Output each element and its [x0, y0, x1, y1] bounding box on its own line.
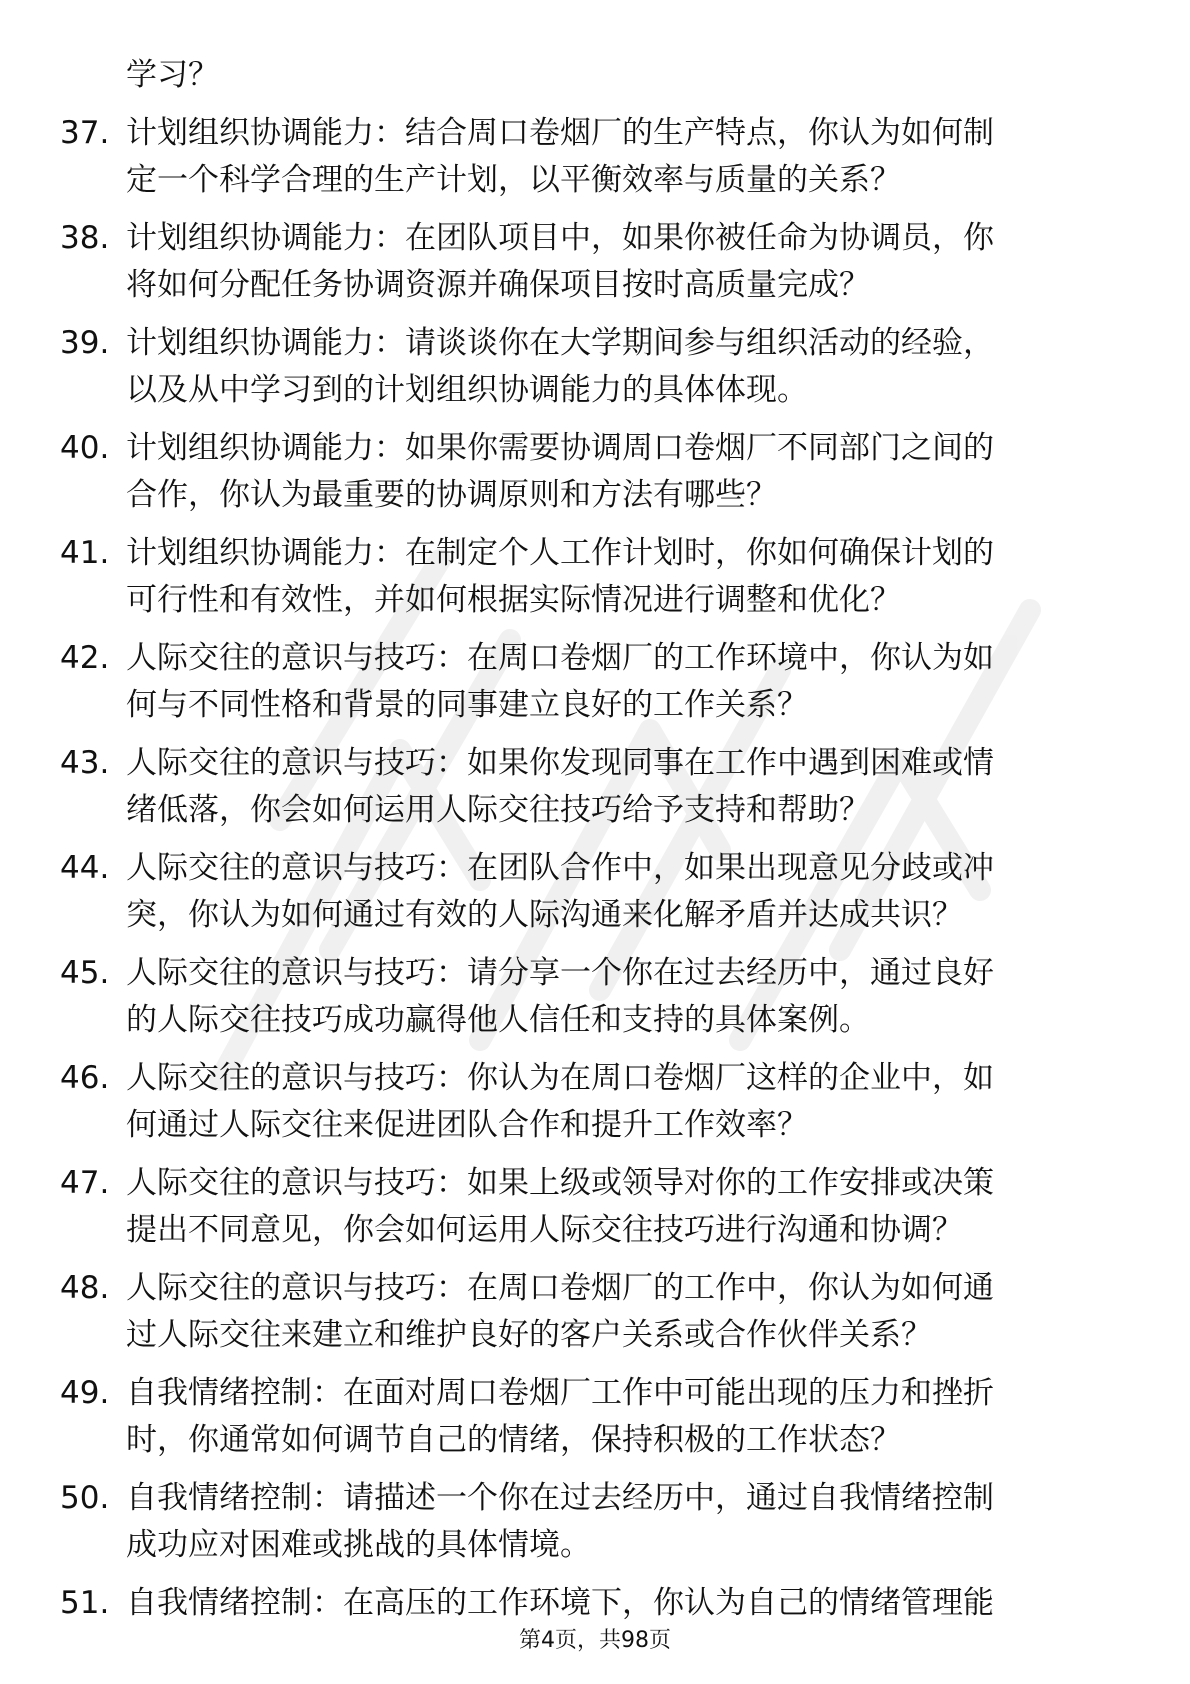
item-number: 44. — [60, 850, 110, 886]
item-text-line: 合作，你认为最重要的协调原则和方法有哪些？ — [126, 477, 777, 513]
item-text-line: 人际交往的意识与技巧：在团队合作中，如果出现意见分歧或冲 — [126, 850, 994, 886]
item-number: 49. — [60, 1375, 110, 1411]
item-number: 39. — [60, 325, 110, 361]
item-text — [126, 1580, 1120, 1627]
item-text-line: 可行性和有效性，并如何根据实际情况进行调整和优化？ — [126, 582, 901, 618]
item-text-line: 以及从中学习到的计划组织协调能力的具体体现。 — [126, 372, 808, 408]
item-number: 45. — [60, 955, 110, 991]
item-text — [126, 1055, 1120, 1149]
list-item — [60, 1055, 1120, 1149]
item-text-line: 提出不同意见，你会如何运用人际交往技巧进行沟通和协调？ — [126, 1212, 963, 1248]
item-text-line: 人际交往的意识与技巧：如果上级或领导对你的工作安排或决策 — [126, 1165, 994, 1201]
item-text — [126, 950, 1120, 1044]
page-footer: 第4页，共98页 — [519, 1628, 671, 1653]
list-item — [60, 215, 1120, 309]
list-item — [60, 1580, 1120, 1627]
item-text-line: 计划组织协调能力：请谈谈你在大学期间参与组织活动的经验， — [126, 325, 994, 361]
item-text-line: 人际交往的意识与技巧：在周口卷烟厂的工作中，你认为如何通 — [126, 1270, 994, 1306]
list-item — [60, 110, 1120, 204]
item-number: 37. — [60, 115, 110, 151]
item-number: 47. — [60, 1165, 110, 1201]
list-item — [60, 740, 1120, 834]
item-text-line: 自我情绪控制：请描述一个你在过去经历中，通过自我情绪控制 — [126, 1480, 994, 1516]
item-text-line: 成功应对困难或挑战的具体情境。 — [126, 1527, 591, 1563]
list-item — [60, 425, 1120, 519]
item-text-line: 将如何分配任务协调资源并确保项目按时高质量完成？ — [126, 267, 870, 303]
list-item — [60, 635, 1120, 729]
item-text-line: 计划组织协调能力：在团队项目中，如果你被任命为协调员，你 — [126, 220, 994, 256]
item-text — [126, 215, 1120, 309]
item-text — [126, 635, 1120, 729]
list-item — [60, 845, 1120, 939]
items-container — [60, 110, 1120, 1627]
item-text-line: 人际交往的意识与技巧：在周口卷烟厂的工作环境中，你认为如 — [126, 640, 994, 676]
item-number: 42. — [60, 640, 110, 676]
item-number: 43. — [60, 745, 110, 781]
item-text-line: 人际交往的意识与技巧：如果你发现同事在工作中遇到困难或情 — [126, 745, 994, 781]
list-item — [60, 950, 1120, 1044]
question-list — [60, 52, 1120, 1638]
continuation-text: 学习？ — [126, 57, 219, 93]
item-text-line: 过人际交往来建立和维护良好的客户关系或合作伙伴关系？ — [126, 1317, 932, 1353]
item-text — [126, 425, 1120, 519]
item-text-line: 定一个科学合理的生产计划，以平衡效率与质量的关系？ — [126, 162, 901, 198]
item-text — [126, 845, 1120, 939]
list-item — [60, 1370, 1120, 1464]
item-text-line: 时，你通常如何调节自己的情绪，保持积极的工作状态？ — [126, 1422, 901, 1458]
item-text-line: 计划组织协调能力：如果你需要协调周口卷烟厂不同部门之间的 — [126, 430, 994, 466]
item-number: 51. — [60, 1585, 110, 1621]
item-text — [126, 530, 1120, 624]
item-text — [126, 1370, 1120, 1464]
item-text — [126, 320, 1120, 414]
item-text-line: 自我情绪控制：在面对周口卷烟厂工作中可能出现的压力和挫折 — [126, 1375, 994, 1411]
item-text — [126, 740, 1120, 834]
list-item — [60, 1160, 1120, 1254]
item-text-line: 何通过人际交往来促进团队合作和提升工作效率？ — [126, 1107, 808, 1143]
item-text — [126, 1265, 1120, 1359]
item-text-line: 计划组织协调能力：在制定个人工作计划时，你如何确保计划的 — [126, 535, 994, 571]
item-number: 48. — [60, 1270, 110, 1306]
item-text — [126, 1475, 1120, 1569]
item-text-line: 人际交往的意识与技巧：你认为在周口卷烟厂这样的企业中，如 — [126, 1060, 994, 1096]
item-text-line: 自我情绪控制：在高压的工作环境下，你认为自己的情绪管理能 — [126, 1585, 994, 1621]
item-text-line: 何与不同性格和背景的同事建立良好的工作关系？ — [126, 687, 808, 723]
item-number: 38. — [60, 220, 110, 256]
item-number: 40. — [60, 430, 110, 466]
item-text-line: 突，你认为如何通过有效的人际沟通来化解矛盾并达成共识？ — [126, 897, 963, 933]
item-number: 50. — [60, 1480, 110, 1516]
item-number: 41. — [60, 535, 110, 571]
item-text-line: 计划组织协调能力：结合周口卷烟厂的生产特点，你认为如何制 — [126, 115, 994, 151]
item-text-line: 绪低落，你会如何运用人际交往技巧给予支持和帮助？ — [126, 792, 870, 828]
list-item — [60, 530, 1120, 624]
list-item — [60, 1265, 1120, 1359]
item-text — [126, 1160, 1120, 1254]
item-number: 46. — [60, 1060, 110, 1096]
list-item — [60, 1475, 1120, 1569]
item-text-line: 人际交往的意识与技巧：请分享一个你在过去经历中，通过良好 — [126, 955, 994, 991]
list-item — [60, 320, 1120, 414]
item-text — [126, 110, 1120, 204]
item-text-line: 的人际交往技巧成功赢得他人信任和支持的具体案例。 — [126, 1002, 870, 1038]
